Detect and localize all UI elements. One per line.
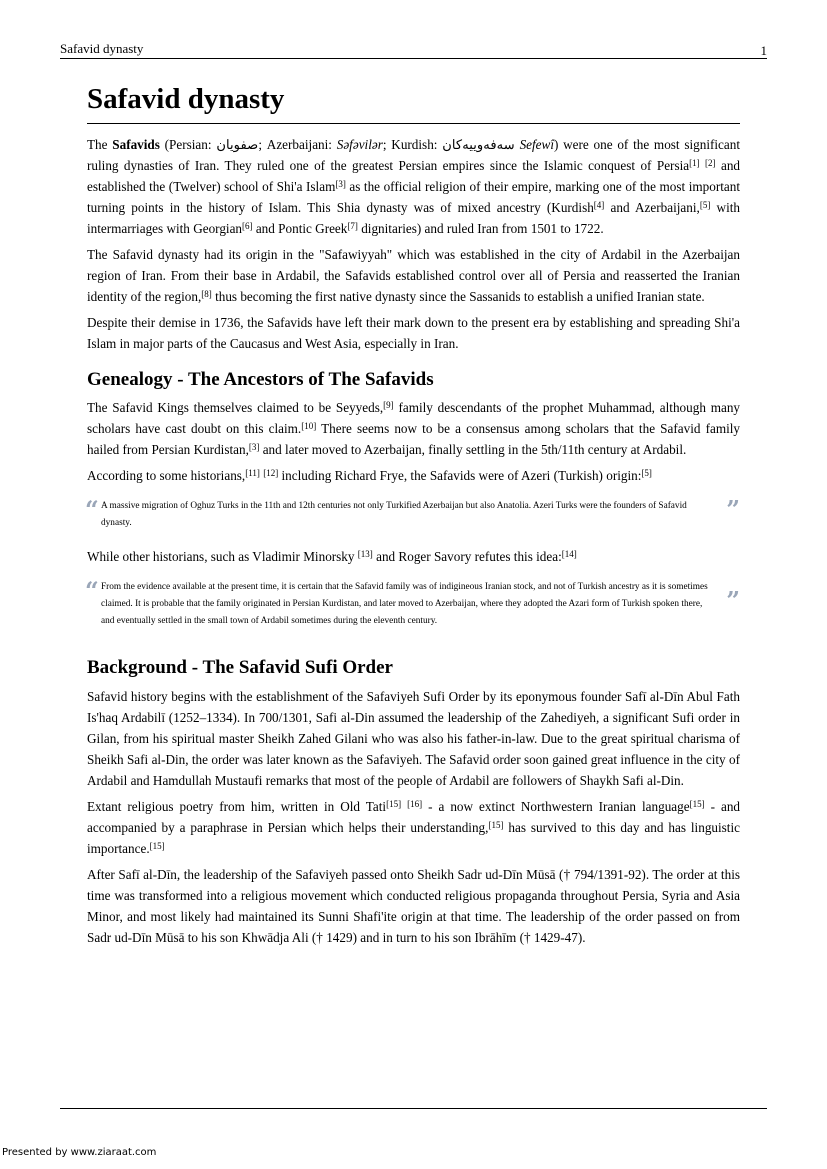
text-run: There seems now to be a consensus among scholars that the Safavid family hailed from Persian Kurdistan, [87,421,740,458]
genealogy-paragraph-3 [87,546,740,567]
text-run: The Safavid dynasty had its origin in the "Safawiyyah" which was established in the city of Ardabil in the Azerbaijan region of Iran. From their base in Ardabil, the Safavids established control over all of Persia and reasserted the Iranian identity of the region, [87,246,740,304]
text-run: The [87,136,113,152]
text-run: with intermarriages with Georgian [87,199,740,236]
citation-marker: [16] [407,799,423,810]
open-quote-icon: “ [85,576,99,606]
section-heading-background: Background - The Safavid Sufi Order [87,657,393,679]
citation-marker: [10] [301,421,317,432]
footer-rule [60,1108,767,1109]
citation-marker: [15] [689,799,705,810]
citation-marker: [6] [242,220,253,231]
italic-term: Səfəvilər [336,136,383,152]
citation-marker: [5] [699,199,711,210]
text-run: - and accompanied by a paraphrase in Persian which helps their understanding, [87,799,741,836]
text-run: According to some historians, [87,468,246,484]
running-header [60,40,767,59]
text-run: as the official religion of their empire, marking one of the most important turning points in the history of Islam. This Shia dynasty was of mixed ancestry (Kurdish [87,178,740,215]
citation-marker: [8] [201,288,212,299]
presented-by: Presented by www.ziaraat.com [2,1147,157,1158]
text-run: (Persian: صفویان; Azerbaijani: [159,136,337,152]
section-heading-genealogy: Genealogy - The Ancestors of The Safavids [87,368,434,390]
text-run: Despite their demise in 1736, the Safavids have left their mark down to the present era by establishing and spreading Shi'a Islam in major parts of the Caucasus and West Asia, especially in Iran. [87,314,740,351]
text-run: and Pontic Greek [252,220,348,236]
text-run: dignitaries) and ruled Iran from 1501 to 1722. [357,220,604,236]
page-number: 1 [760,43,767,58]
intro-paragraph-2 [87,244,740,307]
bold-term: Safavids [112,136,160,152]
quote-text: A massive migration of Oghuz Turks in the 11th and 12th centuries not only Turkified Azerbaijan but also Anatolia. Azeri Turks were the founders of Safavid dynasty. [101,501,687,529]
text-run: ; Kurdish: سەفەوییەکان [382,136,520,152]
close-quote-icon: ” [726,495,740,525]
article-body [87,82,740,953]
genealogy-paragraph-1 [87,397,740,460]
close-quote-icon: ” [726,586,740,616]
text-run: and Azerbaijani, [604,199,700,215]
text-run: - a now extinct Northwestern Iranian language [422,799,690,815]
citation-marker: [15] [386,799,402,810]
citation-marker: [11] [245,468,260,479]
text-run: and later moved to Azerbaijan, finally settling in the 5th/11th century at Ardabil. [259,442,687,458]
text-run: ) were one of the most significant ruling dynasties of Iran. They ruled one of the greatest Persian empires since the Islamic conquest of Persia [87,136,741,173]
text-run: thus becoming the first native dynasty since the Sassanids to establish a unified Iranian state. [211,288,705,304]
citation-marker: [3] [248,442,260,453]
citation-marker: [9] [383,400,394,411]
citation-marker: [7] [347,220,358,231]
citation-marker: [13] [357,549,373,560]
citation-marker: [4] [593,199,605,210]
text-run: and established the (Twelver) school of Shi'a Islam [87,157,741,194]
running-title: Safavid dynasty [60,41,144,56]
genealogy-paragraph-2 [87,465,740,486]
block-quote-frye [85,495,740,532]
background-paragraph-1 [87,686,740,791]
citation-marker: [12] [263,468,279,479]
text-run: While other historians, such as Vladimir Minorsky [87,549,358,565]
intro-paragraph-3 [87,312,740,354]
text-run: After Safī al-Dīn, the leadership of the Safaviyeh passed onto Sheikh Sadr ud-Dīn Mūsā († 794/1391-92). The order at this time was transformed into a religious movement which conducted religious propaganda throughout Persia, Syria and Asia Minor, and most likely had maintained its Sunni Shafi'ite origin at that time. The leadership of the order passed on from Sadr ud-Dīn Mūsā to his son Khwādja Ali († 1429) and in turn to his son Ibrāhīm († 1429-47). [87,867,740,946]
text-run: Extant religious poetry from him, written in Old Tati [87,799,387,815]
citation-marker: [1] [689,157,700,168]
citation-marker: [15] [149,841,165,852]
text-run: and Roger Savory refutes this idea: [372,549,562,565]
citation-marker: [14] [561,549,577,560]
text-run: The Safavid Kings themselves claimed to be Seyyeds, [87,400,384,416]
quote-text: From the evidence available at the present time, it is certain that the Safavid family was of indigineous Iranian stock, and not of Turkish ancestry as it is sometimes claimed. It is probable that the family originated in Persian Kurdistan, and later moved to Azerbaijan, where they adopted the Azari form of Turkish spoken there, and eventually settled in the small town of Ardabil sometimes during the eleventh century. [101,582,708,627]
article-title: Safavid dynasty [87,82,740,124]
intro-paragraph-1 [87,134,740,239]
text-run: family descendants of the prophet Muhammad, although many scholars have cast doubt on this claim. [87,400,741,437]
text-run: has survived to this day and has linguistic importance. [87,820,740,857]
citation-marker: [2] [705,157,716,168]
text-run: including Richard Frye, the Safavids were of Azeri (Turkish) origin: [278,468,642,484]
background-paragraph-2 [87,796,740,859]
citation-marker: [3] [335,178,346,189]
italic-term: Sefewî [519,136,554,152]
text-run: Safavid history begins with the establishment of the Safaviyeh Sufi Order by its eponymous founder Safī al-Dīn Abul Fath Is'haq Ardabilī (1252–1334). In 700/1301, Safi al-Din assumed the leadership of the Zahediyeh, a significant Sufi order in Gilan, from his spiritual master Sheikh Zahed Gilani who was also his father-in-law. Due to the great spiritual charisma of Sheikh Safi al-Din, the order was later known as the Safaviyeh. The Safavid order soon gained great influence in the city of Ardabil and Hamdullah Mustaufi remarks that most of the people of Ardabil are followers of Shaykh Safi al-Din. [87,689,740,789]
citation-marker: [15] [488,820,504,831]
block-quote-minorsky [85,576,740,630]
open-quote-icon: “ [85,495,99,525]
background-paragraph-3 [87,864,740,948]
citation-marker: [5] [641,468,652,479]
